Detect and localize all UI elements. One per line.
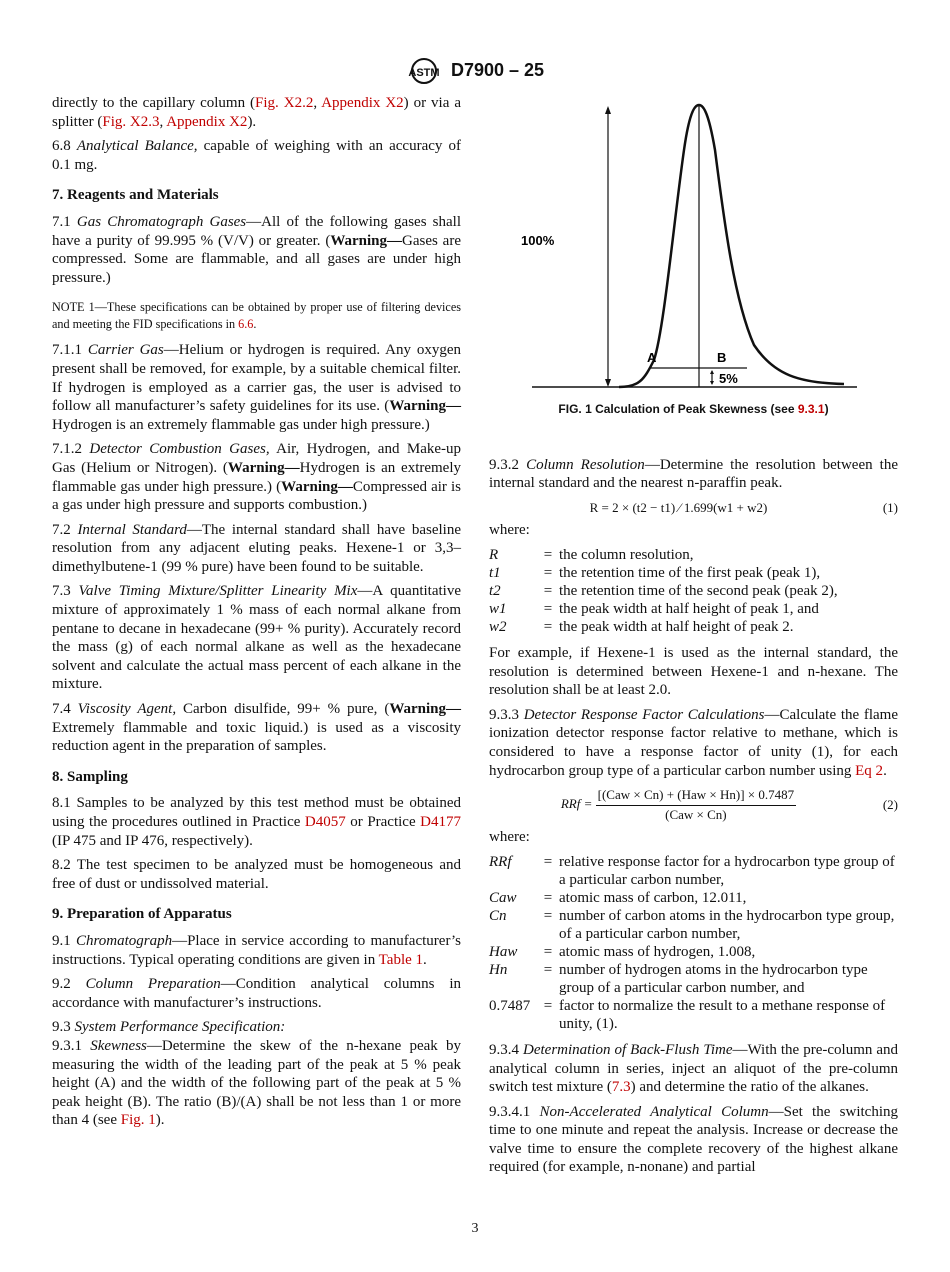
text-run: Determination of Back-Flush Time: [523, 1041, 733, 1058]
paragraph: [489, 1041, 898, 1097]
text-run: Hydrogen is an extremely flammable gas under high pressure.) (: [52, 459, 462, 495]
text-run: Extremely flammable and toxic liquid.) is used as a viscosity reduction agent in the preparation of samples.: [52, 719, 461, 755]
cross-reference-link[interactable]: Appendix X2: [321, 95, 404, 111]
text-run: —Set the switching time to one minute and repeat the analysis. Increase or decrease the valve time to ensure the complete recovery of the highest alkane required (for example, n-nonane) and partial: [489, 1103, 898, 1176]
cross-reference-link[interactable]: Fig. X2.2: [255, 95, 314, 111]
label-100-percent: 100%: [521, 233, 555, 248]
symbol: Hn: [489, 961, 508, 978]
text-run: —Calculate the flame ionization detector response factor relative to methane, which is considered to have a response factor of unity (1), for each hydrocarbon group type of a particular carbon number using: [489, 706, 899, 779]
text-run: ,: [159, 113, 167, 130]
text-run: 9.3.2: [489, 456, 527, 473]
text-run: 7.1: [52, 213, 77, 230]
text-run: 9.3.4.1: [489, 1103, 540, 1120]
text-run: 9.1: [52, 932, 76, 949]
astm-logo-icon: [406, 57, 442, 85]
equals: =: [543, 546, 553, 563]
where-label: where:: [489, 829, 530, 846]
definition-row: [489, 943, 898, 961]
definition-row: [489, 853, 898, 889]
equals: =: [543, 907, 553, 924]
equals: =: [543, 582, 553, 599]
equals: =: [543, 853, 553, 870]
definition: factor to normalize the result to a methane response of unity, (1).: [559, 997, 886, 1032]
text-run: Warning—: [281, 478, 353, 495]
text-run: 8.2 The test specimen to be analyzed must be homogeneous and free of dust or undissolved material.: [52, 857, 461, 892]
equals: =: [543, 961, 553, 978]
symbol: w1: [489, 600, 507, 617]
definition-row: [489, 618, 898, 636]
text-run: Column Preparation: [85, 976, 221, 993]
equals: =: [543, 943, 553, 960]
text-run: Warning—: [227, 459, 300, 476]
text-run: .: [883, 762, 887, 779]
section-heading: [52, 186, 461, 205]
text-run: Warning—: [389, 398, 461, 415]
text-run: ).: [247, 113, 257, 130]
text-run: 7.1.2: [52, 441, 90, 458]
text-run: ,: [313, 95, 322, 111]
paragraph: [489, 706, 898, 780]
text-run: —The internal standard shall have baseline resolution from any adjacent eluting peaks. Hexene-1 or 3,3–dimethylbutene-1 (99 % pure) have been found to be suitable.: [52, 521, 462, 575]
symbol: w2: [489, 618, 507, 635]
definition: the peak width at half height of peak 1, and: [559, 600, 819, 617]
label-5-percent: 5%: [719, 371, 738, 386]
text-run: Chromatograph: [75, 932, 173, 949]
symbol: 0.7487: [489, 997, 531, 1014]
text-run: Column Resolution: [526, 456, 645, 473]
text-run: Gas Chromatograph Gases: [76, 213, 247, 230]
paragraph: [489, 1103, 898, 1177]
definition: number of carbon atoms in the hydrocarbon type group, of a particular carbon number,: [559, 907, 895, 942]
paragraph: [52, 932, 461, 969]
paragraph: [52, 341, 461, 434]
arrow-down-icon: [605, 379, 611, 387]
paragraph: [52, 700, 461, 756]
definition: atomic mass of hydrogen, 1.008,: [559, 943, 756, 960]
definition: the peak width at half height of peak 2.: [559, 618, 794, 635]
symbol: R: [489, 546, 499, 563]
paragraph: [52, 794, 461, 850]
text-run: .: [253, 317, 257, 332]
text-run: 9. Preparation of Apparatus: [52, 906, 232, 923]
svg-text:ASTM: ASTM: [408, 67, 440, 79]
text-run: 9.3: [52, 1019, 75, 1036]
note: [52, 299, 461, 333]
section-heading: [52, 768, 461, 787]
text-run: —Determine the resolution between the internal standard and the nearest n-paraffin peak.: [489, 456, 899, 492]
symbol: Haw: [489, 943, 518, 960]
equals: =: [543, 564, 553, 581]
definition-row: [489, 889, 898, 907]
text-run: 9.3.4: [489, 1041, 524, 1058]
definition-row: [489, 564, 898, 582]
equation-2: RRf = $\frac{\text{[(Caw × Cn) + (Haw × Hn)] × 0.7487}}{\text{(Caw × Cn)}}$ (2): [560, 787, 898, 822]
cross-reference-link[interactable]: Table 1: [378, 951, 424, 968]
text-run: Warning—: [330, 232, 403, 249]
text-run: —Place in service according to manufacturer’s instructions. Typical operating conditions are given in: [52, 932, 461, 968]
text-run: Valve Timing Mixture/Splitter Linearity Mix: [78, 583, 358, 600]
text-run: Air, Hydrogen, and Make-up Gas (Helium or Nitrogen). (: [52, 441, 461, 476]
text-run: Non-Accelerated Analytical Column: [539, 1103, 769, 1120]
text-run: .: [423, 951, 427, 968]
text-run: Detector Combustion Gases,: [89, 441, 270, 458]
definition: number of hydrogen atoms in the hydrocarbon type group of a particular carbon number, and: [559, 961, 868, 996]
left-column: [52, 94, 461, 1136]
text-run: Warning—: [389, 701, 461, 718]
definition-row: [489, 546, 898, 564]
cross-reference-link[interactable]: Fig. 1: [120, 1112, 156, 1129]
text-run: ).: [155, 1112, 165, 1129]
equals: =: [543, 997, 553, 1014]
text-run: Skewness: [90, 1037, 147, 1054]
equation-1: R = 2 × (t2 − t1) ⁄ 1.699(w1 + w2) (1): [589, 499, 898, 515]
text-run: 8. Sampling: [52, 768, 128, 785]
paragraph: [489, 456, 898, 493]
page-number: 3: [471, 1221, 479, 1236]
cross-reference-link[interactable]: D4177: [420, 814, 461, 830]
cross-reference-link[interactable]: 6.6: [238, 317, 254, 332]
text-run: 9.2: [52, 976, 86, 993]
text-run: NOTE 1—These specifications can be obtained by proper use of filtering devices and meeting the FID specifications in: [52, 300, 461, 332]
text-run: Gases are compressed. Some are flammable, and all gases are under high pressure.): [52, 232, 461, 286]
paragraph: [52, 521, 461, 577]
figure-caption: FIG. 1 Calculation of Peak Skewness (see 9.3.1): [558, 402, 829, 416]
text-run: —Condition analytical columns in accordance with manufacturer’s instructions.: [52, 976, 462, 1011]
text-run: 7.2: [52, 521, 78, 538]
cross-reference-link[interactable]: D4057: [304, 814, 346, 830]
definitions-eq1: [489, 546, 898, 636]
paragraph: [52, 582, 461, 694]
text-run: 7.4: [52, 701, 78, 718]
symbol: RRf: [489, 853, 512, 870]
paragraph: [52, 213, 461, 287]
symbol: Caw: [489, 889, 517, 906]
text-run: 6.8: [52, 138, 77, 155]
paragraph: [52, 1037, 461, 1130]
definition-row: [489, 582, 898, 600]
caption-link[interactable]: 9.3.1: [797, 402, 825, 416]
paragraph: [52, 94, 461, 131]
text-run: Compressed air is a gas under high pressure and supports combustion.): [52, 478, 461, 514]
page-header: [0, 57, 950, 85]
section-heading: [52, 905, 461, 924]
text-run: Analytical Balance,: [76, 138, 198, 155]
text-run: capable of weighing with an accuracy of 0.1 mg.: [52, 138, 461, 173]
text-run: ) or via a splitter (: [52, 95, 461, 130]
equals: =: [543, 889, 553, 906]
text-run: System Performance Specification:: [74, 1019, 286, 1036]
text-run: 7.3: [52, 583, 79, 600]
paragraph: [52, 975, 461, 1012]
paragraph: [52, 137, 461, 174]
definition: relative response factor for a hydrocarbon type group of a particular carbon number,: [559, 853, 895, 888]
figure-peak-skewness: [489, 100, 898, 400]
arrow-up-icon: [605, 106, 611, 114]
peak-curve: [619, 105, 844, 387]
symbol: t2: [489, 582, 501, 599]
right-column: [489, 100, 898, 1183]
text-run: ) and determine the ratio of the alkanes.: [630, 1079, 869, 1096]
text-run: 7.1.1: [52, 342, 88, 359]
definition-row: [489, 997, 898, 1033]
text-run: Carrier Gas: [87, 342, 164, 359]
cross-reference-link[interactable]: 7.3: [611, 1079, 631, 1096]
text-run: Internal Standard: [77, 521, 187, 538]
cross-reference-link[interactable]: Eq 2: [855, 762, 884, 779]
text-run: —A quantitative mixture of approximately 1 % mass of each normal alkane from pentane to decane in hexadecane (99+ % purity). Accurately record the mass (g) of each normal alkane as well as the hexadecane solvent and calculate the actual mass percent of each alkane in the mixture.: [52, 583, 461, 693]
text-run: —Determine the skew of the n-hexane peak by measuring the width of the leading part of the peak at 5 % peak height (A) and the width of the following part of the peak at 5 % peak height (B). The ratio (B)/(A) shall be not less than 1 or more than 4 (see: [52, 1037, 462, 1129]
paragraph: [52, 856, 461, 893]
text-run: Carbon disulfide, 99+ % pure, (: [176, 701, 390, 718]
text-run: 9.3.1: [52, 1037, 91, 1054]
text-run: or Practice: [345, 814, 421, 830]
label-b: B: [717, 350, 727, 365]
definitions-eq2: [489, 853, 898, 1033]
definition: the column resolution,: [559, 546, 694, 563]
definition: the retention time of the first peak (peak 1),: [559, 564, 821, 581]
text-run: —All of the following gases shall have a purity of 99.995 % (V/V) or greater. (: [52, 213, 462, 249]
text-run: Detector Response Factor Calculations: [523, 706, 765, 723]
document-designation: D7900 – 25: [450, 59, 545, 80]
definition: atomic mass of carbon, 12.011,: [559, 889, 747, 906]
text-run: Viscosity Agent,: [77, 701, 177, 718]
text-run: 9.3.3: [489, 706, 524, 723]
equals: =: [543, 600, 553, 617]
text-run: 8.1 Samples to be analyzed by this test method must be obtained using the procedures outlined in Practice: [52, 795, 461, 830]
symbol: Cn: [489, 907, 507, 924]
definition-row: [489, 907, 898, 943]
paragraph: [52, 440, 461, 514]
text-run: —Helium or hydrogen is required. Any oxygen present shall be removed, for example, by a suitable chemical filter. If hydrogen is employed as a carrier gas, the user is advised to follow all manufacturer’s safety guidelines for its use. (: [52, 342, 462, 415]
text-run: For example, if Hexene-1 is used as the internal standard, the resolution is determined between Hexene-1 and n-hexane. The resolution shall be at least 2.0.: [489, 644, 898, 699]
cross-reference-link[interactable]: Fig. X2.3: [102, 113, 160, 130]
paragraph: [52, 1018, 461, 1037]
definition-row: [489, 961, 898, 997]
paragraph: [489, 644, 898, 700]
equals: =: [543, 618, 553, 635]
definition: the retention time of the second peak (peak 2),: [559, 582, 838, 599]
text-run: Hydrogen is an extremely flammable gas under high pressure.): [52, 416, 430, 433]
text-run: directly to the capillary column (: [52, 95, 256, 111]
cross-reference-link[interactable]: Appendix X2: [166, 113, 248, 130]
label-a: A: [647, 350, 657, 365]
text-run: —With the pre-column and analytical column in series, inject an aliquot of the pre-column switch test mixture (: [489, 1041, 899, 1096]
definition-row: [489, 600, 898, 618]
text-run: (IP 475 and IP 476, respectively).: [52, 832, 253, 849]
symbol: t1: [489, 564, 501, 581]
text-run: 7. Reagents and Materials: [52, 187, 219, 204]
where-label: where:: [489, 522, 530, 539]
